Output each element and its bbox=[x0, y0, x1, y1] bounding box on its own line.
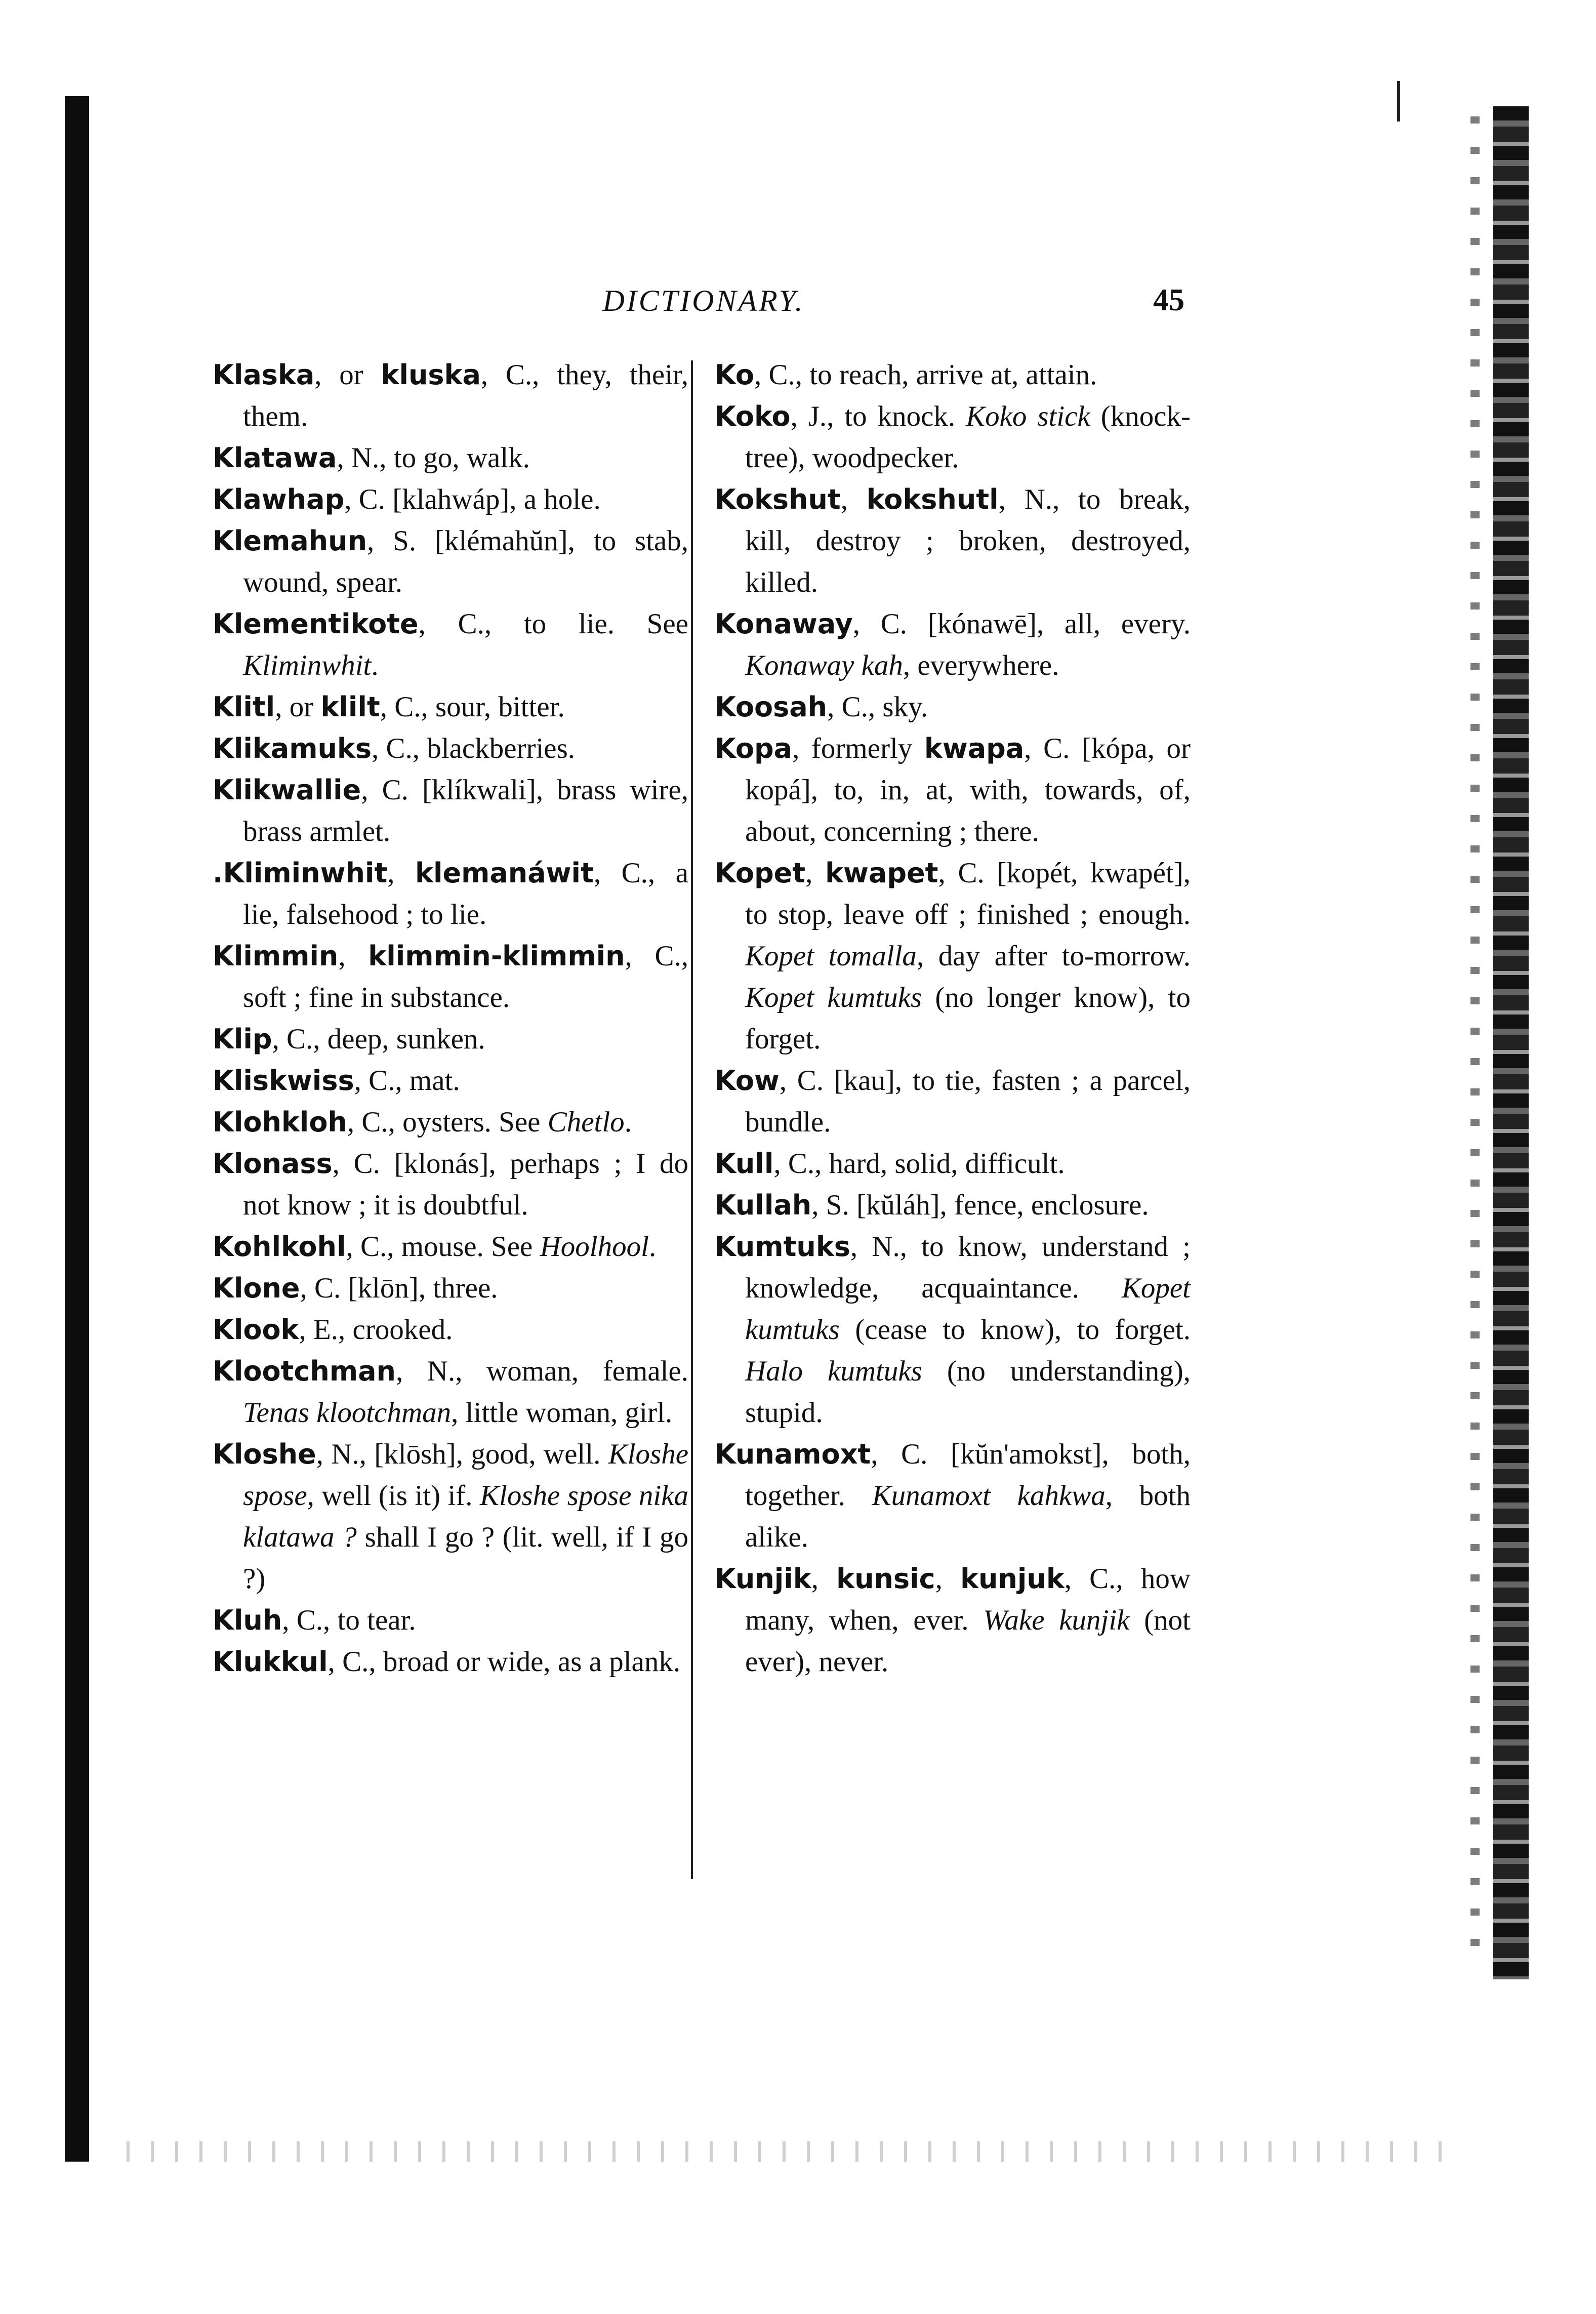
entry-text: , formerly bbox=[792, 733, 924, 764]
page-edge-inner bbox=[1470, 116, 1480, 1969]
dictionary-entry bbox=[213, 1102, 688, 1143]
entry-text: , C. [klōn], three. bbox=[300, 1272, 498, 1304]
example-phrase: Konaway kah bbox=[745, 649, 903, 681]
dictionary-entry bbox=[213, 1351, 688, 1434]
headword: Kullah bbox=[715, 1189, 812, 1221]
dictionary-entry bbox=[715, 603, 1191, 686]
entry-text: , bbox=[387, 857, 416, 889]
entry-text: , C., to tear. bbox=[282, 1604, 416, 1636]
entry-text: , C., deep, sunken. bbox=[272, 1023, 485, 1055]
entry-text: , C., a lie, falsehood ; to lie. bbox=[243, 857, 688, 930]
entry-text: , little woman, girl. bbox=[451, 1397, 673, 1429]
headword: Kumtuks bbox=[715, 1231, 850, 1263]
dictionary-entry bbox=[213, 1060, 688, 1102]
entry-text: , C. [kau], to tie, fasten ; a parcel, bundle. bbox=[745, 1065, 1191, 1138]
entry-text: , C. [klonás], perhaps ; I do not know ; it is doubtful. bbox=[243, 1148, 688, 1221]
column-divider bbox=[691, 360, 693, 1879]
dictionary-entry bbox=[213, 354, 688, 437]
example-phrase: Kopet kumtuks bbox=[745, 982, 922, 1013]
headword: kwapa bbox=[924, 733, 1025, 764]
headword: Kunamoxt bbox=[715, 1438, 871, 1470]
entry-text: , both alike. bbox=[745, 1480, 1191, 1553]
headword: Kokshut bbox=[715, 483, 841, 515]
headword: .Kliminwhit bbox=[213, 857, 388, 889]
headword: Klohkloh bbox=[213, 1106, 347, 1138]
entry-text: , N., to break, kill, destroy ; broken, destroyed, killed. bbox=[745, 483, 1191, 598]
headword: Klementikote bbox=[213, 608, 419, 640]
headword: Koosah bbox=[715, 691, 828, 723]
entry-text: , day after to-morrow. bbox=[916, 940, 1191, 972]
headword: kunsic bbox=[836, 1563, 935, 1595]
headword: klilt bbox=[320, 691, 380, 723]
dictionary-entry bbox=[715, 1434, 1191, 1558]
book-spine-shadow bbox=[65, 96, 89, 2162]
entry-text: . bbox=[371, 649, 379, 681]
entry-text: , bbox=[811, 1563, 837, 1595]
example-phrase: Kunamoxt kahkwa bbox=[872, 1480, 1106, 1512]
entry-text: , C., blackberries. bbox=[371, 733, 576, 764]
headword: Kohlkohl bbox=[213, 1231, 346, 1263]
headword: Klootchman bbox=[213, 1355, 396, 1387]
example-phrase: Kopet tomalla bbox=[745, 940, 917, 972]
dictionary-entry bbox=[213, 686, 688, 728]
headword: Klikwallie bbox=[213, 774, 361, 806]
entry-text: , N., [klōsh], good, well. bbox=[316, 1438, 608, 1470]
entry-text: , C., how many, when, ever. bbox=[745, 1563, 1191, 1636]
entry-text: , bbox=[935, 1563, 961, 1595]
entry-text: shall I go ? (lit. well, if I go ?) bbox=[243, 1521, 688, 1595]
headword: Kopet bbox=[715, 857, 806, 889]
example-phrase: Kopet kumtuks bbox=[745, 1272, 1191, 1346]
headword: klimmin-klimmin bbox=[368, 940, 625, 972]
entry-text: (not ever), never. bbox=[745, 1604, 1191, 1678]
headword: Klimmin bbox=[213, 940, 339, 972]
dictionary-entry bbox=[213, 1019, 688, 1060]
entry-text: , C., soft ; fine in substance. bbox=[243, 940, 688, 1013]
dictionary-entry bbox=[213, 1434, 688, 1600]
entry-text: . bbox=[624, 1106, 632, 1138]
dictionary-entry bbox=[715, 686, 1191, 728]
entry-text: , N., to know, understand ; knowledge, acquaintance. bbox=[745, 1231, 1191, 1304]
headword: kwapet bbox=[825, 857, 938, 889]
entry-text: , C., broad or wide, as a plank. bbox=[328, 1646, 681, 1678]
dictionary-entry bbox=[715, 1060, 1191, 1143]
headword: Kloshe bbox=[213, 1438, 316, 1470]
example-phrase: Koko stick bbox=[966, 400, 1090, 432]
headword: Konaway bbox=[715, 608, 853, 640]
entry-text: , C. [kŭn'amokst], both, together. bbox=[745, 1438, 1191, 1512]
entry-text: , C. [klahwáp], a hole. bbox=[344, 483, 601, 515]
example-phrase: Hoolhool bbox=[540, 1231, 649, 1263]
entry-text: , C. [klíkwali], brass wire, brass armlet. bbox=[243, 774, 688, 847]
dictionary-entry bbox=[213, 1600, 688, 1641]
entry-text: , C. [kópa, or kopá], to, in, at, with, towards, of, about, concerning ; there. bbox=[745, 733, 1191, 847]
entry-text: (no understanding), stupid. bbox=[745, 1355, 1191, 1429]
entry-text: . bbox=[648, 1231, 657, 1263]
headword: Klukkul bbox=[213, 1646, 328, 1678]
entry-text: , S. [kŭláh], fence, enclosure. bbox=[811, 1189, 1149, 1221]
entry-text: , C., mat. bbox=[354, 1065, 460, 1097]
headword: Klatawa bbox=[213, 442, 337, 474]
dictionary-entry bbox=[213, 1268, 688, 1309]
headword: Kliskwiss bbox=[213, 1065, 354, 1097]
left-column bbox=[213, 354, 688, 1683]
page-number: 45 bbox=[1153, 283, 1184, 317]
dictionary-entry bbox=[715, 728, 1191, 852]
entry-text: , S. [klémahŭn], to stab, wound, spear. bbox=[243, 525, 688, 598]
dictionary-entry bbox=[213, 603, 688, 686]
page-edge-right bbox=[1493, 106, 1529, 1979]
example-phrase: Wake kunjik bbox=[983, 1604, 1130, 1636]
entry-text: , C. [kónawē], all, every. bbox=[852, 608, 1191, 640]
dictionary-entry bbox=[715, 1143, 1191, 1185]
example-phrase: Kliminwhit bbox=[243, 649, 372, 681]
entry-text: , bbox=[805, 857, 826, 889]
headword: klemanáwit bbox=[415, 857, 594, 889]
entry-text: , C., they, their, them. bbox=[243, 359, 689, 432]
scan-smudge bbox=[127, 2141, 1443, 2162]
dictionary-entry bbox=[715, 396, 1191, 479]
headword: Klikamuks bbox=[213, 733, 372, 764]
entry-text: , C., mouse. See bbox=[346, 1231, 540, 1263]
headword: Klawhap bbox=[213, 483, 345, 515]
headword: Koko bbox=[715, 400, 791, 432]
example-phrase: Halo kumtuks bbox=[745, 1355, 922, 1387]
entry-text: , C., to lie. See bbox=[418, 608, 688, 640]
headword: Ko bbox=[715, 359, 754, 391]
dictionary-entry bbox=[213, 520, 688, 603]
entry-text: , C., sky. bbox=[827, 691, 928, 723]
right-column bbox=[715, 354, 1191, 1683]
entry-text: , C., oysters. See bbox=[347, 1106, 548, 1138]
headword: Klip bbox=[213, 1023, 272, 1055]
entry-text: (no longer know), to forget. bbox=[745, 982, 1191, 1055]
dictionary-entry bbox=[213, 728, 688, 769]
dictionary-entry bbox=[213, 852, 688, 936]
headword: Klitl bbox=[213, 691, 275, 723]
dictionary-entry bbox=[715, 354, 1191, 396]
entry-text: , or bbox=[314, 359, 381, 391]
entry-text: , C., to reach, arrive at, attain. bbox=[754, 359, 1097, 391]
entry-text: , C., hard, solid, difficult. bbox=[773, 1148, 1065, 1180]
entry-text: , N., to go, walk. bbox=[337, 442, 530, 474]
dictionary-entry bbox=[213, 1143, 688, 1226]
headword: kokshutl bbox=[866, 483, 999, 515]
entry-text: , C., sour, bitter. bbox=[380, 691, 565, 723]
dictionary-entry bbox=[213, 479, 688, 520]
dictionary-entry bbox=[213, 1309, 688, 1351]
dictionary-entry bbox=[715, 852, 1191, 1060]
running-head: DICTIONARY. bbox=[602, 284, 805, 317]
example-phrase: Kloshe spose nika klatawa ? bbox=[243, 1480, 688, 1553]
example-phrase: Kloshe spose bbox=[243, 1438, 688, 1512]
headword: Kunjik bbox=[715, 1563, 811, 1595]
dictionary-entry bbox=[715, 1558, 1191, 1683]
entry-text: , C. [kopét, kwapét], to stop, leave off ; finished ; enough. bbox=[745, 857, 1191, 930]
headword: Kluh bbox=[213, 1604, 282, 1636]
headword: Kull bbox=[715, 1148, 774, 1180]
headword: Kopa bbox=[715, 733, 793, 764]
headword: Klook bbox=[213, 1314, 299, 1346]
dictionary-entry bbox=[213, 1226, 688, 1268]
dictionary-entry bbox=[213, 769, 688, 852]
dictionary-entry bbox=[213, 1641, 688, 1683]
headword: Klemahun bbox=[213, 525, 367, 557]
dictionary-entry bbox=[213, 437, 688, 479]
entry-text: , J., to knock. bbox=[790, 400, 966, 432]
entry-text: (cease to know), to forget. bbox=[839, 1314, 1191, 1346]
entry-text: (knock-tree), woodpecker. bbox=[745, 400, 1191, 474]
example-phrase: Tenas klootchman bbox=[243, 1397, 452, 1429]
entry-text: , E., crooked. bbox=[299, 1314, 453, 1346]
dictionary-entry bbox=[213, 936, 688, 1019]
entry-text: , well (is it) if. bbox=[307, 1480, 480, 1512]
entry-text: , everywhere. bbox=[903, 649, 1059, 681]
dictionary-entry bbox=[715, 1226, 1191, 1434]
headword: Klone bbox=[213, 1272, 300, 1304]
dictionary-entry bbox=[715, 479, 1191, 603]
headword: kluska bbox=[381, 359, 481, 391]
entry-text: , N., woman, female. bbox=[395, 1355, 688, 1387]
entry-text: , bbox=[338, 940, 369, 972]
headword: kunjuk bbox=[960, 1563, 1065, 1595]
example-phrase: Chetlo bbox=[547, 1106, 625, 1138]
page-edge-mark bbox=[1397, 81, 1400, 121]
entry-text: , or bbox=[275, 691, 321, 723]
headword: Klaska bbox=[213, 359, 315, 391]
entry-text: , bbox=[840, 483, 867, 515]
headword: Kow bbox=[715, 1065, 780, 1097]
dictionary-entry bbox=[715, 1185, 1191, 1226]
headword: Klonass bbox=[213, 1148, 333, 1180]
